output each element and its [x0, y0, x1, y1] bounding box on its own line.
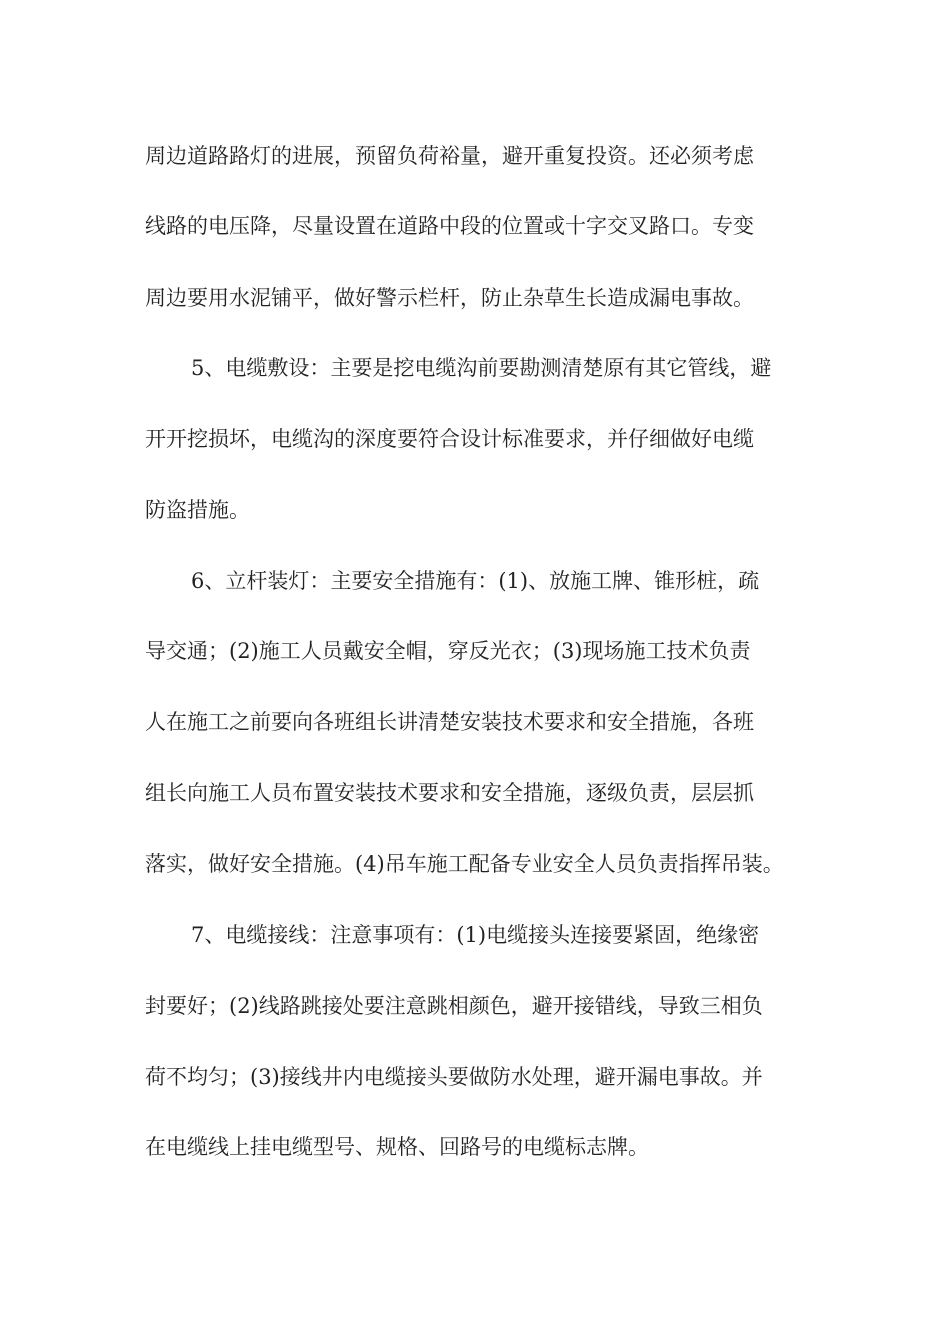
text-line [0, 421, 950, 457]
line-text: 导交通；(2)施工人员戴安全帽，穿反光衣；(3)现场施工技术负责 [145, 639, 751, 663]
text-line [0, 208, 950, 244]
line-text: 组长向施工人员布置安装技术要求和安全措施，逐级负责，层层抓 [145, 781, 754, 805]
line-text: 6、立杆装灯：主要安全措施有：(1)、放施工牌、锥形桩，疏 [191, 569, 760, 593]
text-line [0, 1059, 950, 1095]
line-text: 开开挖损坏，电缆沟的深度要符合设计标准要求，并仔细做好电缆 [145, 427, 754, 451]
line-text: 荷不均匀；(3)接线井内电缆接头要做防水处理，避开漏电事故。并 [145, 1065, 763, 1089]
paragraph-start-line [0, 350, 950, 386]
text-line [0, 704, 950, 740]
line-text: 周边道路路灯的进展，预留负荷裕量，避开重复投资。还必须考虑 [145, 144, 754, 168]
line-text: 5、电缆敷设：主要是挖电缆沟前要勘测清楚原有其它管线，避 [191, 356, 772, 380]
paragraph-start-line [0, 917, 950, 953]
line-text: 人在施工之前要向各班组长讲清楚安装技术要求和安全措施，各班 [145, 710, 754, 734]
paragraph-start-line [0, 563, 950, 599]
line-text: 周边要用水泥铺平，做好警示栏杆，防止杂草生长造成漏电事故。 [145, 286, 754, 310]
text-line [0, 775, 950, 811]
line-text: 封要好；(2)线路跳接处要注意跳相颜色，避开接错线，导致三相负 [145, 994, 763, 1018]
text-line [0, 988, 950, 1024]
text-line [0, 280, 950, 316]
line-text: 防盗措施。 [145, 498, 250, 522]
line-text: 在电缆线上挂电缆型号、规格、回路号的电缆标志牌。 [145, 1135, 649, 1159]
line-text: 落实，做好安全措施。(4)吊车施工配备专业安全人员负责指挥吊装。 [145, 852, 784, 876]
line-text: 7、电缆接线：注意事项有：(1)电缆接头连接要紧固，绝缘密 [191, 923, 760, 947]
line-text: 线路的电压降，尽量设置在道路中段的位置或十字交叉路口。专变 [145, 214, 754, 238]
text-line [0, 846, 950, 882]
text-line [0, 492, 950, 528]
text-line [0, 633, 950, 669]
text-line [0, 1129, 950, 1165]
text-line [0, 138, 950, 174]
